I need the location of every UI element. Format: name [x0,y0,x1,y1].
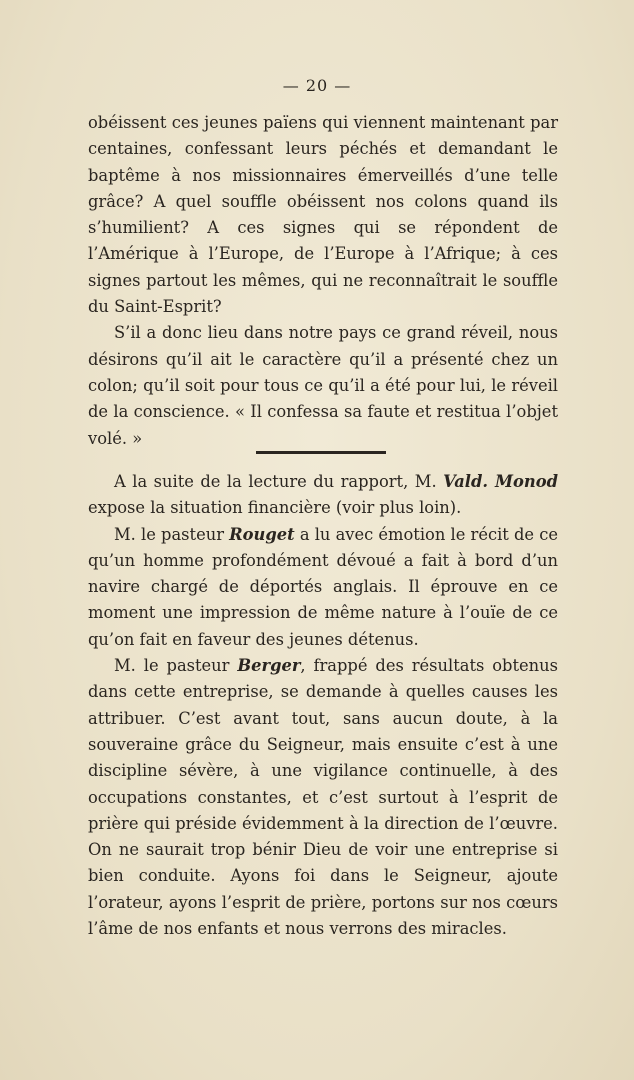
paragraph-rouget: M. le pasteur Rouget a lu avec émotion le récit de ce qu’un homme profondément dévoué a fait à bord d’un navire chargé de déportés anglais. Il éprouve en ce moment une impression de même nature à l’ouïe de ce qu’on fait en faveur des jeunes détenus. [88,524,558,649]
section-meeting-remarks [88,469,558,942]
section-divider [256,451,386,454]
paragraph-monod: A la suite de la lecture du rapport, M. Vald. Monod expose la situation financière (voir plus loin). [88,472,558,518]
speaker-name-monod: Vald. Monod [443,472,558,491]
paragraph-berger: M. le pasteur Berger, frappé des résultats obtenus dans cette entreprise, se demande à quelles causes les attribuer. C’est avant tout, sans aucun doute, à la souveraine grâce du Seigneur, mais ensuite c’est à une discipline sévère, à une vigilance continuelle, à des occupations constantes, et c’est surtout à l’esprit de prière qui préside évidemment à la direction de l’œuvre. On ne saurait trop bénir Dieu de voir une entreprise si bien conduite. Ayons foi dans le Seigneur, ajoute l’orateur, ayons l’esprit de prière, portons sur nos cœurs l’âme de nos enfants et nous verrons des miracles. [88,656,558,939]
paragraph-reveil: S’il a donc lieu dans notre pays ce grand réveil, nous désirons qu’il ait le caractère qu’il a présenté chez un colon; qu’il soit pour tous ce qu’il a été pour lui, le réveil de la conscience. « Il confessa sa faute et restitua l’objet volé. » [88,323,558,448]
section-continuation [88,110,558,452]
paragraph-continued: obéissent ces jeunes païens qui viennent maintenant par centaines, confessant leurs péchés et demandant le baptême à nos missionnaires émerveillés d’une telle grâce? A quel souffle obéissent nos colons quand ils s’humilient? A ces signes qui se répondent de l’Amérique à l’Europe, de l’Europe à l’Afrique; à ces signes partout les mêmes, qui ne reconnaîtrait le souffle du Saint-Esprit? [88,113,558,317]
speaker-name-berger: Berger [237,656,301,676]
speaker-name-rouget: Rouget [229,524,295,544]
page-number: — 20 — [282,76,352,95]
